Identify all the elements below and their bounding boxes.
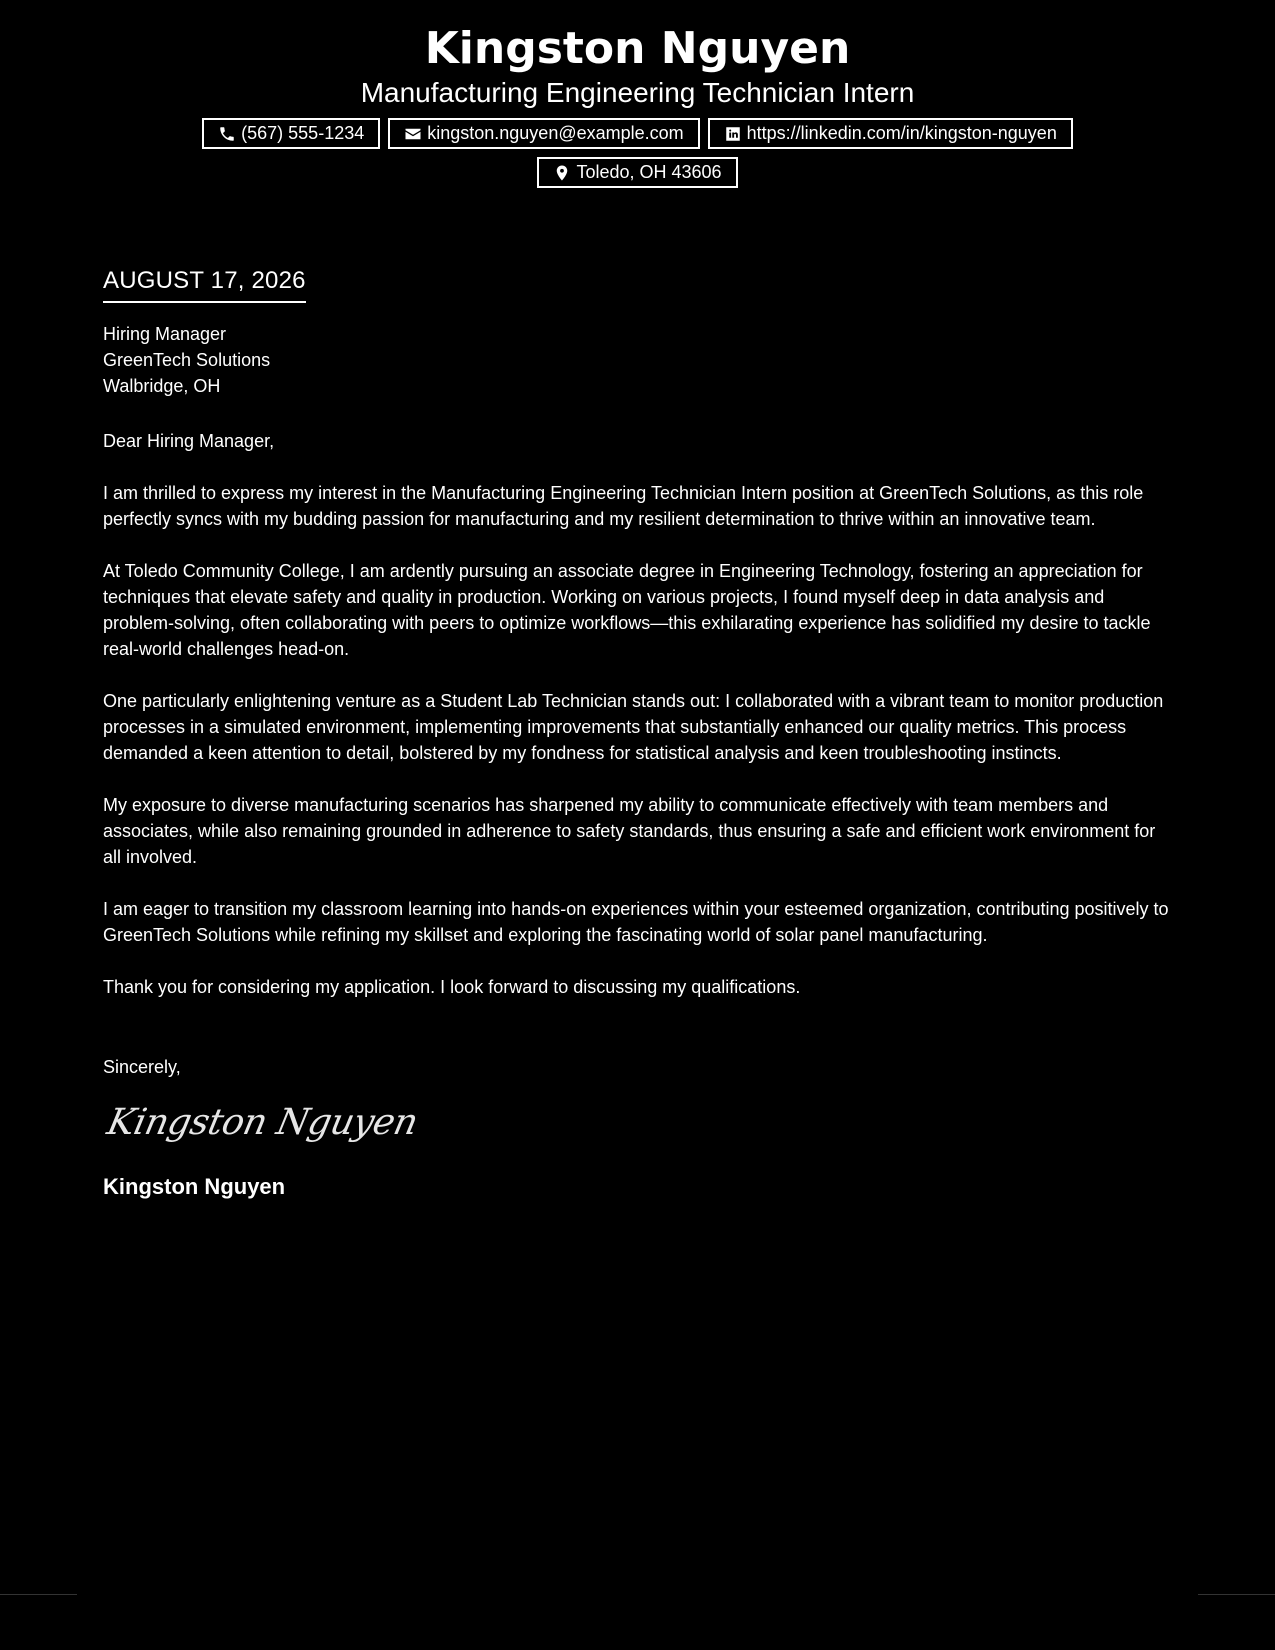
contact-phone[interactable] xyxy=(202,118,380,149)
signed-name: Kingston Nguyen xyxy=(103,1174,286,1199)
contact-linkedin[interactable] xyxy=(708,118,1073,149)
salutation: Dear Hiring Manager, xyxy=(103,431,275,451)
paragraph: I am thrilled to express my interest in the Manufacturing Engineering Technician Intern position at GreenTech Solutions, as this role perfectly syncs with my budding passion for manufacturing and my resilient determination to thrive within an innovative team. xyxy=(103,483,1144,529)
phone-icon xyxy=(218,125,236,143)
letter-header xyxy=(0,0,1275,188)
letter-body xyxy=(103,265,1173,1202)
page-edge-line-left xyxy=(0,1594,77,1595)
recipient-location: Walbridge, OH xyxy=(103,376,221,396)
map-marker-icon xyxy=(553,164,571,182)
paragraph: One particularly enlightening venture as a Student Lab Technician stands out: I collaborated with a vibrant team to monitor production processes in a simulated environment, implementing improvements that substantially enhanced our quality metrics. This process demanded a keen attention to detail, bolstered by my fondness for statistical analysis and keen troubleshooting instincts. xyxy=(103,691,1164,763)
contact-location xyxy=(537,157,737,188)
paragraph: I am eager to transition my classroom learning into hands-on experiences within your esteemed organization, contributing positively to GreenTech Solutions while refining my skillset and exploring the fascinating world of solar panel manufacturing. xyxy=(103,899,1169,945)
contact-email[interactable] xyxy=(388,118,699,149)
closing: Sincerely, xyxy=(103,1057,181,1077)
location-text: Toledo, OH 43606 xyxy=(576,162,722,182)
linkedin-icon xyxy=(724,125,742,143)
email-text: kingston.nguyen@example.com xyxy=(427,123,684,143)
phone-text: (567) 555-1234 xyxy=(241,123,365,143)
applicant-name: Kingston Nguyen xyxy=(424,23,851,74)
paragraph: At Toledo Community College, I am ardently pursuing an associate degree in Engineering Technology, fostering an appreciation for techniques that elevate safety and quality in production. Working on various projects, I found myself deep in data analysis and problem-solving, often collaborating with peers to optimize workflows—this exhilarating experience has solidified my desire to tackle real-world challenges head-on. xyxy=(103,561,1151,659)
paragraph: My exposure to diverse manufacturing scenarios has sharpened my ability to communicate effectively with team members and associates, while also remaining grounded in adherence to safety standards, thus ensuring a safe and efficient work environment for all involved. xyxy=(103,795,1156,867)
page-edge-line-right xyxy=(1198,1594,1275,1595)
signature-image: Kingston Nguyen xyxy=(103,1102,422,1143)
recipient-block xyxy=(103,321,1173,399)
recipient-name: Hiring Manager xyxy=(103,324,227,344)
envelope-icon xyxy=(404,125,422,143)
paragraph: Thank you for considering my application. I look forward to discussing my qualifications. xyxy=(103,977,801,997)
applicant-title: Manufacturing Engineering Technician Intern xyxy=(360,77,915,108)
linkedin-text: https://linkedin.com/in/kingston-nguyen xyxy=(746,123,1057,143)
recipient-company: GreenTech Solutions xyxy=(103,350,271,370)
contact-list xyxy=(178,118,1098,149)
letter-date: AUGUST 17, 2026 xyxy=(103,265,306,303)
